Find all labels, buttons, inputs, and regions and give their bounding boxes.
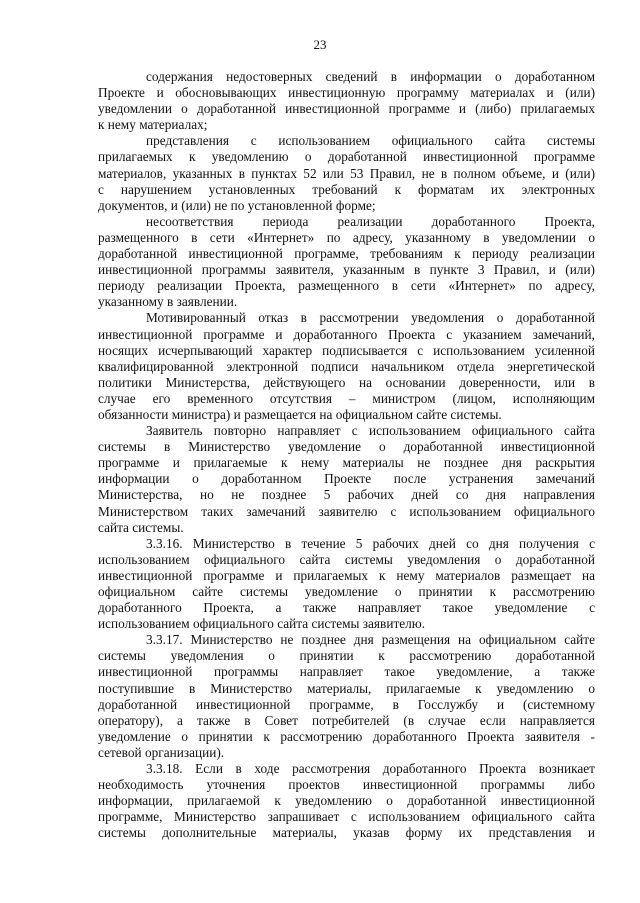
text-line: Мотивированный отказ в рассмотрении уведомления о доработанной xyxy=(146,310,595,326)
text-line: необходимость уточнения проектов инвестиционной программы либо xyxy=(98,777,595,793)
text-line: поступившие в Министерство материалы, прилагаемые к уведомлению о xyxy=(98,680,595,696)
text-line: системы дополнительные материалы, указав форму их представления и xyxy=(98,825,595,841)
text-line: системы в Министерство уведомление о доработанной инвестиционной xyxy=(98,439,595,455)
text-line: использованием официального сайта системы уведомления о доработанной xyxy=(98,551,595,567)
text-line: размещенного в сети «Интернет» по адресу, указанному в уведомлении о xyxy=(98,229,595,245)
text-line: уведомлении о доработанной инвестиционной программе и (либо) прилагаемых xyxy=(98,101,595,117)
text-line: программе и прилагаемые к нему материалы не позднее дня раскрытия xyxy=(98,455,595,471)
text-line: периоду реализации Проекта, размещенного в сети «Интернет» по адресу, xyxy=(98,278,595,294)
text-line: носящих исчерпывающий характер подписывается с использованием усиленной xyxy=(98,342,595,358)
text-line: официальном сайте системы уведомление о принятии к рассмотрению xyxy=(98,584,595,599)
text-line: системы уведомления о принятии к рассмотрению доработанной xyxy=(98,648,595,664)
text-line: 3.3.18. Если в ходе рассмотрения доработанного Проекта возникает xyxy=(146,761,595,777)
text-line: доработанной инвестиционной программе, требованиям к периоду реализации xyxy=(98,246,595,262)
text-line: доработанного Проекта, а также направляет такое уведомление с xyxy=(98,600,595,616)
text-line: Министерством таких замечаний заявителю с использованием официального xyxy=(98,503,595,519)
text-line: материалов, указанных в пунктах 52 или 53 Правил, не в полном объеме, и (или) xyxy=(98,165,595,181)
text-line: указанному в заявлении. xyxy=(98,294,238,310)
text-line: с нарушением установленных требований к форматам их электронных xyxy=(98,181,595,197)
text-line: Проекте и обосновывающих инвестиционную программу материалах и (или) xyxy=(98,85,595,101)
text-line: уведомление о принятии к рассмотрению доработанного Проекта заявителя - xyxy=(98,728,595,744)
text-line: 3.3.17. Министерство не позднее дня размещения на официальном сайте xyxy=(146,632,595,648)
text-line: сетевой организации). xyxy=(98,744,225,760)
text-line: обязанности министра) и размещается на официальном сайте системы. xyxy=(98,406,502,422)
text-line: представления с использованием официального сайта системы xyxy=(146,133,595,149)
text-line: доработанной инвестиционной программе, в Госслужбу и (системному xyxy=(98,696,595,712)
text-line: программе, Министерство запрашивает с использованием официального сайта xyxy=(98,809,595,825)
text-line: несоответствия периода реализации доработанного Проекта, xyxy=(146,213,595,229)
page-number: 23 xyxy=(313,37,327,52)
text-line: к нему материалах; xyxy=(98,117,208,133)
text-line: политики Министерства, действующего на основании доверенности, или в xyxy=(98,374,595,390)
text-line: случае его временного отсутствия – министром (лицом, исполняющим xyxy=(98,390,595,406)
text-line: инвестиционной программы направляет такое уведомление, а также xyxy=(98,664,595,680)
text-line: инвестиционной программе и доработанного Проекта с указанием замечаний, xyxy=(98,326,595,342)
text-line: квалифицированной электронной подписи начальником отдела энергетической xyxy=(98,358,595,374)
text-line: Заявитель повторно направляет с использованием официального сайта xyxy=(146,423,595,439)
text-line: информации о доработанном Проекте после устранения замечаний xyxy=(98,471,595,487)
text-line: 3.3.16. Министерство в течение 5 рабочих дней со дня получения с xyxy=(146,535,595,551)
text-line: инвестиционной программы заявителя, указанным в пункте 3 Правил, и (или) xyxy=(98,262,595,278)
document-body xyxy=(98,69,595,842)
text-line: сайта системы. xyxy=(98,519,184,535)
text-line: использованием официального сайта системы заявителю. xyxy=(98,616,426,632)
text-line: оператору), а также в Совет потребителей (в случае если направляется xyxy=(98,712,595,728)
text-line: инвестиционной программе и прилагаемых к нему материалов размещает на xyxy=(98,567,595,583)
text-line: содержания недостоверных сведений в информации о доработанном xyxy=(146,69,595,84)
text-line: прилагаемых к уведомлению о доработанной инвестиционной программе xyxy=(98,149,595,165)
text-line: информации, прилагаемой к уведомлению о доработанной инвестиционной xyxy=(98,793,595,809)
text-line: Министерства, но не позднее 5 рабочих дней со дня направления xyxy=(98,487,595,503)
text-line: документов, и (или) не по установленной форме; xyxy=(98,197,376,213)
